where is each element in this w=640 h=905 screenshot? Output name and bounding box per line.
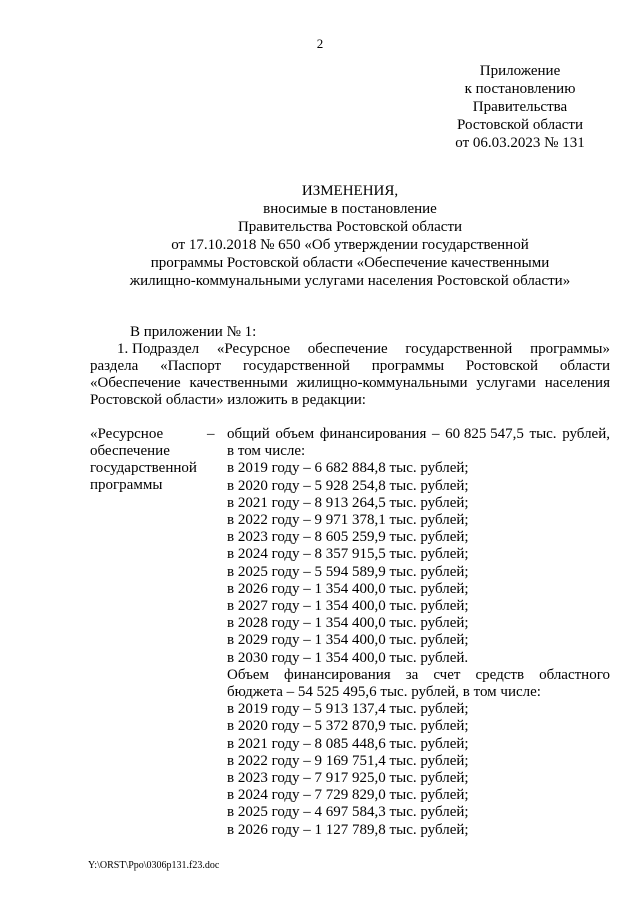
year-line: в 2021 году – 8 085 448,6 тыс. рублей; bbox=[227, 735, 469, 752]
appendix-line: к постановлению bbox=[464, 81, 576, 97]
appendix-line: Правительства bbox=[472, 99, 568, 115]
year-line: в 2030 году – 1 354 400,0 тыс. рублей. bbox=[227, 649, 469, 666]
resource-values bbox=[227, 426, 610, 839]
body-text bbox=[90, 324, 610, 409]
word: «Паспорт bbox=[160, 358, 222, 374]
year-line: в 2019 году – 5 913 137,4 тыс. рублей; bbox=[227, 701, 469, 718]
title-line: от 17.10.2018 № 650 «Об утверждении государственной bbox=[171, 237, 529, 253]
year-line: в 2022 году – 9 971 378,1 тыс. рублей; bbox=[227, 512, 469, 529]
word: счет bbox=[433, 666, 461, 683]
word: населения bbox=[544, 375, 610, 391]
word: объем bbox=[275, 426, 315, 442]
appendix-line: от 06.03.2023 № 131 bbox=[455, 135, 585, 151]
word: за bbox=[405, 666, 419, 683]
word: Объем bbox=[227, 666, 269, 683]
appendix-header bbox=[440, 62, 600, 152]
paragraph-line: Ростовской области» изложить в редакции: bbox=[90, 392, 366, 408]
total-line: в том числе: bbox=[227, 443, 306, 460]
resource-label bbox=[90, 426, 210, 494]
word: 60 825 547,5 bbox=[445, 426, 524, 442]
title-line: Правительства Ростовской области bbox=[237, 219, 463, 235]
year-line: в 2024 году – 8 357 915,5 тыс. рублей; bbox=[227, 546, 469, 563]
label-line: государственной bbox=[90, 460, 197, 476]
page-number: 2 bbox=[316, 36, 324, 51]
year-line: в 2022 году – 9 169 751,4 тыс. рублей; bbox=[227, 752, 469, 769]
year-line: в 2019 году – 6 682 884,8 тыс. рублей; bbox=[227, 460, 469, 477]
word: программы» bbox=[530, 341, 610, 357]
year-line: в 2021 году – 8 913 264,5 тыс. рублей; bbox=[227, 494, 469, 511]
year-line: в 2026 году – 1 354 400,0 тыс. рублей; bbox=[227, 580, 469, 597]
word: области bbox=[559, 358, 610, 374]
word: Ростовской bbox=[465, 358, 538, 374]
intro-line: В приложении № 1: bbox=[130, 324, 257, 340]
word: государственной bbox=[405, 341, 513, 357]
dash-separator: – bbox=[207, 426, 215, 442]
title-line: ИЗМЕНЕНИЯ, bbox=[301, 183, 399, 199]
label-line: «Ресурсное bbox=[90, 426, 164, 442]
word: областного bbox=[539, 666, 610, 683]
word: раздела bbox=[90, 358, 139, 374]
word: средств bbox=[475, 666, 525, 683]
title-line: вносимые в постановление bbox=[263, 201, 437, 217]
year-line: в 2025 году – 4 697 584,3 тыс. рублей; bbox=[227, 804, 469, 821]
word: услугами bbox=[476, 375, 536, 391]
year-line: в 2027 году – 1 354 400,0 тыс. рублей; bbox=[227, 598, 469, 615]
year-line: в 2023 году – 7 917 925,0 тыс. рублей; bbox=[227, 770, 469, 787]
word: «Ресурсное bbox=[216, 341, 291, 357]
year-line: в 2025 году – 5 594 589,9 тыс. рублей; bbox=[227, 563, 469, 580]
word: – bbox=[431, 426, 440, 442]
year-line: в 2029 году – 1 354 400,0 тыс. рублей; bbox=[227, 632, 469, 649]
title-line: программы Ростовской области «Обеспечение качественными bbox=[150, 255, 550, 271]
total-line bbox=[227, 426, 610, 443]
year-line: в 2020 году – 5 372 870,9 тыс. рублей; bbox=[227, 718, 469, 735]
word: 1. Подраздел bbox=[117, 341, 200, 357]
year-line: в 2024 году – 7 729 829,0 тыс. рублей; bbox=[227, 787, 469, 804]
regional-line: бюджета – 54 525 495,6 тыс. рублей, в том числе: bbox=[227, 684, 541, 701]
word: государственной bbox=[242, 358, 350, 374]
word: жилищно-коммунальными bbox=[296, 375, 468, 391]
word: тыс. bbox=[529, 426, 557, 442]
year-line: в 2020 году – 5 928 254,8 тыс. рублей; bbox=[227, 477, 469, 494]
word: обеспечение bbox=[307, 341, 388, 357]
appendix-line: Приложение bbox=[479, 63, 561, 79]
paragraph-line bbox=[90, 341, 610, 358]
footer-file-path: Y:\ORST\Ppo\0306p131.f23.doc bbox=[88, 860, 220, 871]
year-line: в 2023 году – 8 605 259,9 тыс. рублей; bbox=[227, 529, 469, 546]
word: финансирования bbox=[319, 426, 427, 442]
regional-line bbox=[227, 667, 610, 684]
word: качественными bbox=[189, 375, 288, 391]
appendix-line: Ростовской области bbox=[457, 117, 583, 133]
document-title bbox=[60, 182, 640, 290]
word: рублей, bbox=[562, 426, 610, 442]
paragraph-line bbox=[90, 375, 610, 392]
year-line: в 2028 году – 1 354 400,0 тыс. рублей; bbox=[227, 615, 469, 632]
paragraph-line bbox=[90, 358, 610, 375]
word: программы bbox=[371, 358, 445, 374]
label-line: обеспечение bbox=[90, 443, 170, 459]
title-line: жилищно-коммунальными услугами населения Ростовской области» bbox=[129, 273, 571, 289]
word: финансирования bbox=[284, 666, 391, 683]
label-line: программы bbox=[90, 477, 163, 493]
word: «Обеспечение bbox=[90, 375, 181, 391]
word: общий bbox=[227, 426, 270, 442]
year-line: в 2026 году – 1 127 789,8 тыс. рублей; bbox=[227, 821, 469, 838]
